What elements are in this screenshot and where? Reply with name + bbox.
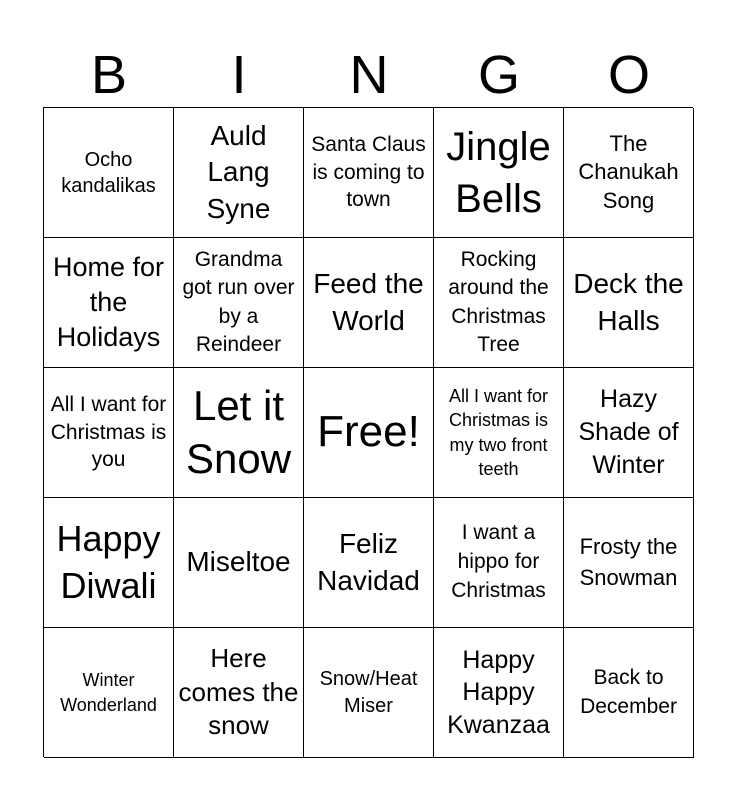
cell-label: Home for the Holidays [52,251,165,353]
cell-label: Back to December [580,665,677,718]
bingo-cell-r1-c2[interactable] [174,108,304,238]
cell-label: Let it Snow [185,382,292,482]
bingo-cell-r3-c1[interactable] [44,368,174,498]
bingo-cell-r5-c2[interactable] [174,628,304,758]
cell-label: Ocho kandalikas [61,148,156,197]
bingo-board [43,107,693,757]
cell-label: I want a hippo for Christmas [451,521,546,602]
bingo-header [44,42,694,108]
bingo-cell-r2-c1[interactable] [44,238,174,368]
header-letter-g: G [477,45,520,105]
bingo-cell-r3-c3[interactable] [304,368,434,498]
cell-label: Happy Happy Kwanzaa [447,645,550,739]
bingo-cell-r1-c5[interactable] [564,108,694,238]
cell-label: Grandma got run over by a Reindeer [182,247,295,356]
bingo-cell-r4-c1[interactable] [44,498,174,628]
cell-label: Hazy Shade of Winter [578,385,679,479]
header-letter-i: I [231,45,247,105]
bingo-cell-r4-c4[interactable] [434,498,564,628]
bingo-cell-r2-c5[interactable] [564,238,694,368]
bingo-cell-r3-c4[interactable] [434,368,564,498]
bingo-cell-r5-c5[interactable] [564,628,694,758]
bingo-cell-r4-c5[interactable] [564,498,694,628]
cell-label: Feliz Navidad [317,528,420,596]
bingo-cell-r1-c3[interactable] [304,108,434,238]
cell-label: Miseltoe [186,546,291,578]
cell-label: Santa Claus is coming to town [311,132,426,212]
cell-label: All I want for Christmas is my two front teeth [448,385,549,479]
bingo-cell-r3-c5[interactable] [564,368,694,498]
bingo-cell-r4-c2[interactable] [174,498,304,628]
cell-label: Feed the World [313,268,424,336]
bingo-cell-r2-c3[interactable] [304,238,434,368]
cell-label: Free! [317,407,420,457]
cell-label: All I want for Christmas is you [50,392,167,472]
bingo-cell-r4-c3[interactable] [304,498,434,628]
bingo-cell-r5-c3[interactable] [304,628,434,758]
cell-label: Jingle Bells [446,124,551,221]
bingo-cell-r1-c1[interactable] [44,108,174,238]
cell-label: Snow/Heat Miser [319,667,418,717]
bingo-cell-r2-c2[interactable] [174,238,304,368]
cell-label: The Chanukah Song [578,130,679,213]
header-letter-n: N [349,45,389,105]
header-letter-b: B [90,45,128,105]
cell-label: Frosty the Snowman [579,534,678,590]
cell-label: Rocking around the Christmas Tree [448,247,549,356]
cell-label: Here comes the snow [178,642,299,741]
bingo-cell-r2-c4[interactable] [434,238,564,368]
bingo-cell-r5-c4[interactable] [434,628,564,758]
bingo-cell-r5-c1[interactable] [44,628,174,758]
cell-label: Happy Diwali [56,518,161,606]
cell-label: Winter Wonderland [60,670,157,715]
header-letter-o: O [607,45,650,105]
cell-label: Auld Lang Syne [206,119,271,224]
bingo-cell-r3-c2[interactable] [174,368,304,498]
cell-label: Deck the Halls [573,268,684,336]
bingo-cell-r1-c4[interactable] [434,108,564,238]
